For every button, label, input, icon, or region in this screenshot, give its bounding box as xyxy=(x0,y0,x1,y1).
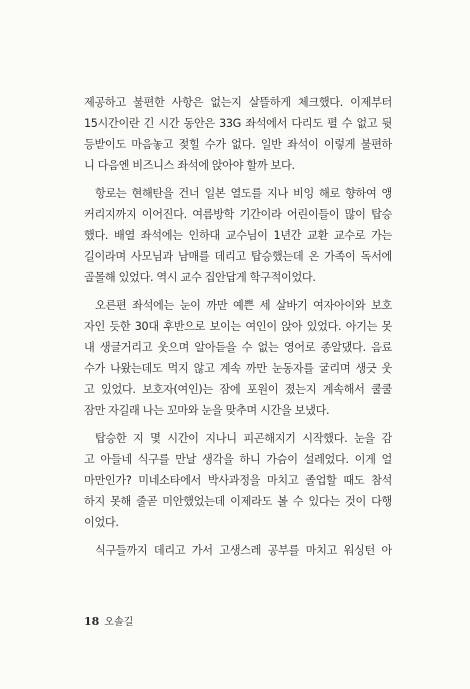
text-line: 했다. 배열 좌석에는 인하대 교수님이 1년간 교환 교수로 가는 xyxy=(84,229,392,242)
paragraph-4 xyxy=(84,428,392,533)
text-line: 골몰해 있었다. 역시 교수 집안답게 학구적이었다. xyxy=(84,271,316,284)
text-line: 마만인가? 미네소타에서 박사과정을 마치고 졸업할 때도 참석 xyxy=(84,474,392,487)
text-line: 잠만 자길래 나는 꼬마와 눈을 맞추며 시간을 보냈다. xyxy=(84,404,330,417)
text-line: 길이라며 사모님과 남매를 데리고 탑승했는데 온 가족이 독서에 xyxy=(84,250,392,263)
paragraph-2 xyxy=(84,183,392,288)
text-line: 항로는 현해탄을 건너 일본 열도를 지나 비잉 해로 향하여 앵 xyxy=(95,187,392,200)
body-text xyxy=(84,92,392,561)
text-line: 이었다. xyxy=(84,516,119,529)
text-line: 하지 못해 줄곧 미안했었는데 이제라도 볼 수 있다는 것이 다행 xyxy=(84,495,392,508)
text-line: 커리지까지 이어진다. 여름방학 기간이라 어린이들이 많이 탑승 xyxy=(84,208,392,221)
text-line: 고 있었다. 보호자(여인)는 잠에 포원이 졌는지 계속해서 쿨쿨 xyxy=(84,383,392,396)
page-number: 18 xyxy=(84,615,100,628)
text-line: 탑승한 지 몇 시간이 지나니 피곤해지기 시작했다. 눈을 감 xyxy=(95,432,392,445)
paragraph-3 xyxy=(84,295,392,421)
page-footer xyxy=(84,613,133,628)
text-line: 니 다음엔 비즈니스 좌석에 앉아야 할까 보다. xyxy=(84,159,295,172)
text-line: 15시간이란 긴 시간 동안은 33G 좌석에서 다리도 펼 수 없고 뒷 xyxy=(84,117,392,130)
text-line: 수가 나왔는데도 먹지 않고 계속 까만 눈동자를 굴리며 생긋 웃 xyxy=(84,362,392,375)
text-line: 고 아들네 식구를 만날 생각을 하니 가슴이 설레었다. 이게 얼 xyxy=(84,453,392,466)
text-line: 식구들까지 데리고 가서 고생스레 공부를 마치고 워싱턴 아 xyxy=(95,544,392,557)
paragraph-5 xyxy=(84,540,392,561)
text-line: 등받이도 마음놓고 젖힐 수가 없다. 일반 좌석이 이렇게 불편하 xyxy=(84,138,392,151)
text-line: 제공하고 불편한 사항은 없는지 살뜰하게 체크했다. 이제부터 xyxy=(84,96,392,109)
text-line: 내 생글거리고 웃으며 알아듣을 수 없는 영어로 종알댔다. 음료 xyxy=(84,341,392,354)
text-line: 자인 듯한 30대 후반으로 보이는 여인이 앉아 있었다. 아기는 못 xyxy=(84,320,392,333)
text-line: 오른편 좌석에는 눈이 까만 예쁜 세 살바기 여자아이와 보호 xyxy=(95,299,392,312)
running-title: 오솔길 xyxy=(104,617,134,628)
paragraph-1 xyxy=(84,92,392,176)
